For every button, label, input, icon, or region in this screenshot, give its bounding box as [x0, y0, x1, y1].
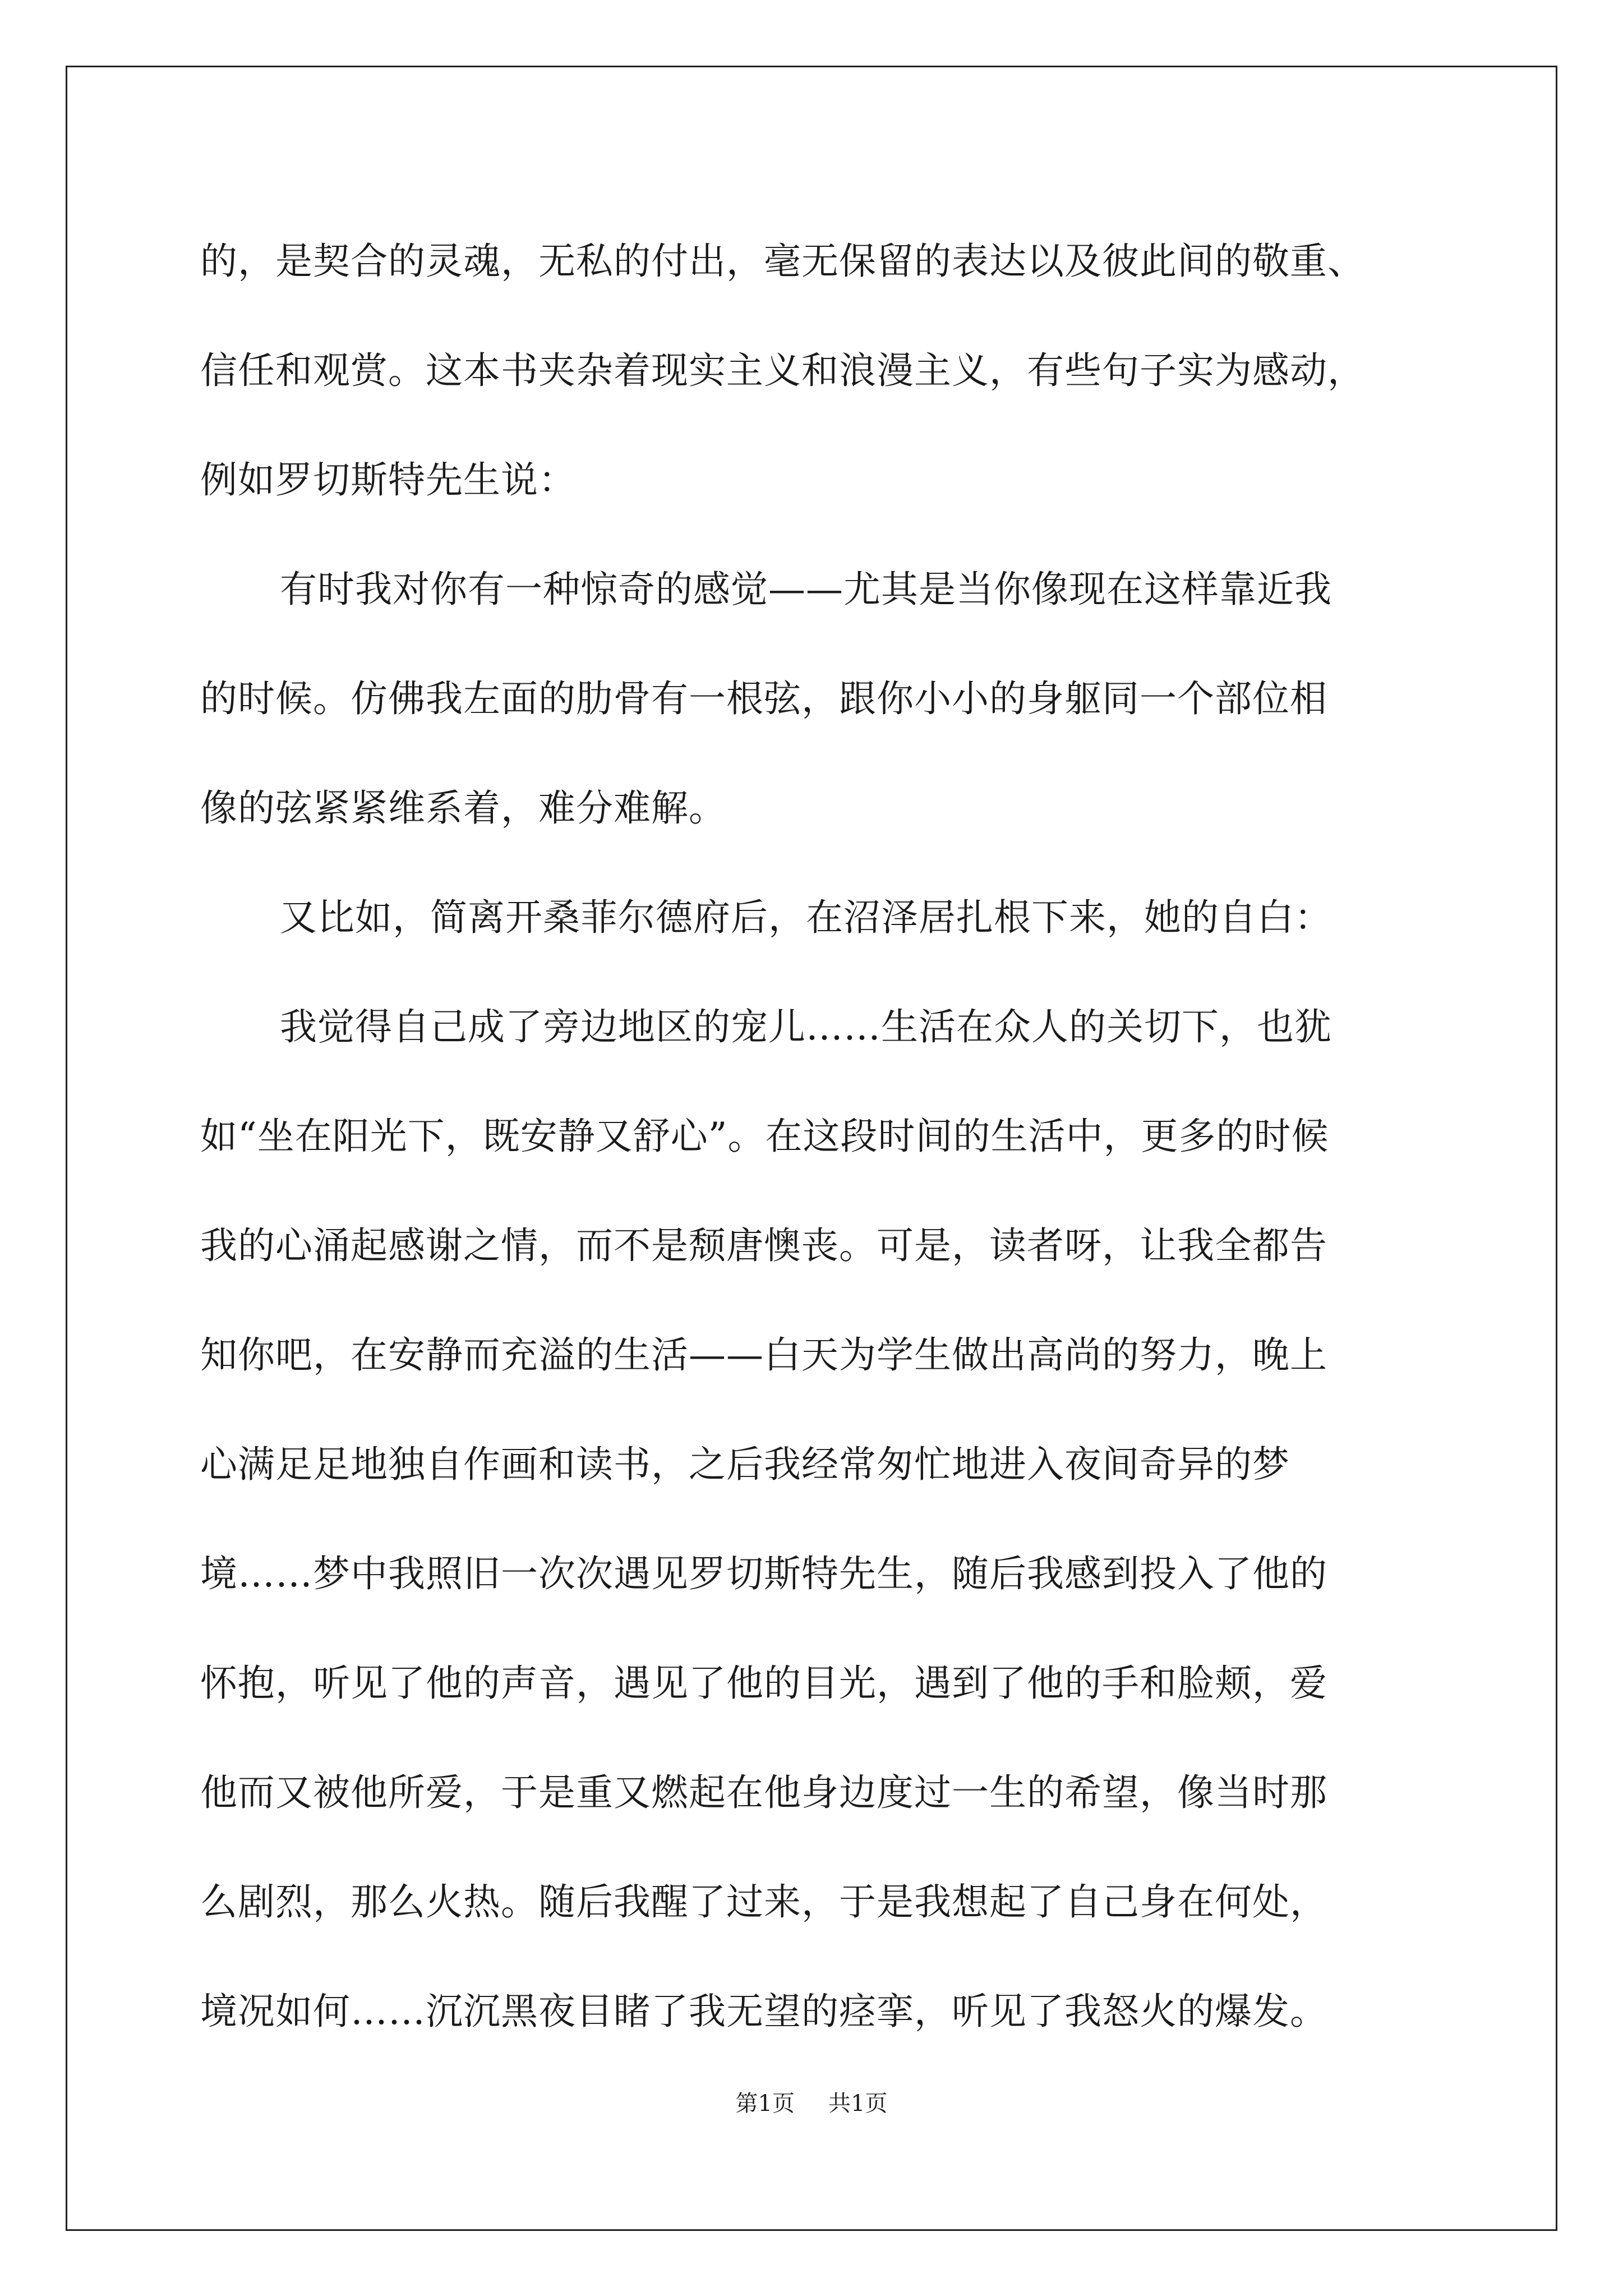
- text-line: 境……梦中我照旧一次次遇见罗切斯特先生，随后我感到投入了他的: [200, 1552, 1327, 1595]
- text-line: 心满足足地独自作画和读书，之后我经常匆忙地进入夜间奇异的梦: [200, 1443, 1290, 1486]
- text-line: 我的心涌起感谢之情，而不是颓唐懊丧。可是，读者呀，让我全都告: [200, 1224, 1327, 1267]
- text-line: 他而又被他所爱，于是重又燃起在他身边度过一生的希望，像当时那: [200, 1771, 1327, 1814]
- text-line: 像的弦紧紧维系着，难分难解。: [200, 786, 726, 830]
- text-line: 知你吧，在安静而充溢的生活——白天为学生做出高尚的努力，晚上: [200, 1333, 1327, 1377]
- paragraph-start-line: 我觉得自己成了旁边地区的宠儿……生活在众人的关切下，也犹: [280, 1005, 1332, 1048]
- text-line: 信任和观赏。这本书夹杂着现实主义和浪漫主义，有些句子实为感动，: [200, 349, 1365, 392]
- text-line: 么剧烈，那么火热。随后我醒了过来，于是我想起了自己身在何处，: [200, 1880, 1327, 1924]
- body-text: [200, 206, 1423, 2066]
- page-number: 第1页: [735, 2091, 795, 2116]
- text-line: 怀抱，听见了他的声音，遇见了他的目光，遇到了他的手和脸颊，爱: [200, 1662, 1327, 1705]
- text-line: 境况如何……沉沉黑夜目睹了我无望的痉挛，听见了我怒火的爆发。: [200, 1990, 1327, 2033]
- paragraph-start-line: 又比如，简离开桑菲尔德府后，在沼泽居扎根下来，她的自白：: [280, 896, 1332, 939]
- text-line: 的，是契合的灵魂，无私的付出，毫无保留的表达以及彼此间的敬重、: [200, 240, 1365, 283]
- paragraph-start-line: 有时我对你有一种惊奇的感觉——尤其是当你像现在这样靠近我: [280, 568, 1332, 611]
- text-line: 如“坐在阳光下，既安静又舒心”。在这段时间的生活中，更多的时候: [200, 1115, 1329, 1158]
- text-line: 的时候。仿佛我左面的肋骨有一根弦，跟你小小的身躯同一个部位相: [200, 677, 1327, 720]
- page-total: 共1页: [828, 2091, 888, 2116]
- text-line: 例如罗切斯特先生说：: [200, 458, 576, 501]
- page-footer: [0, 2087, 1623, 2120]
